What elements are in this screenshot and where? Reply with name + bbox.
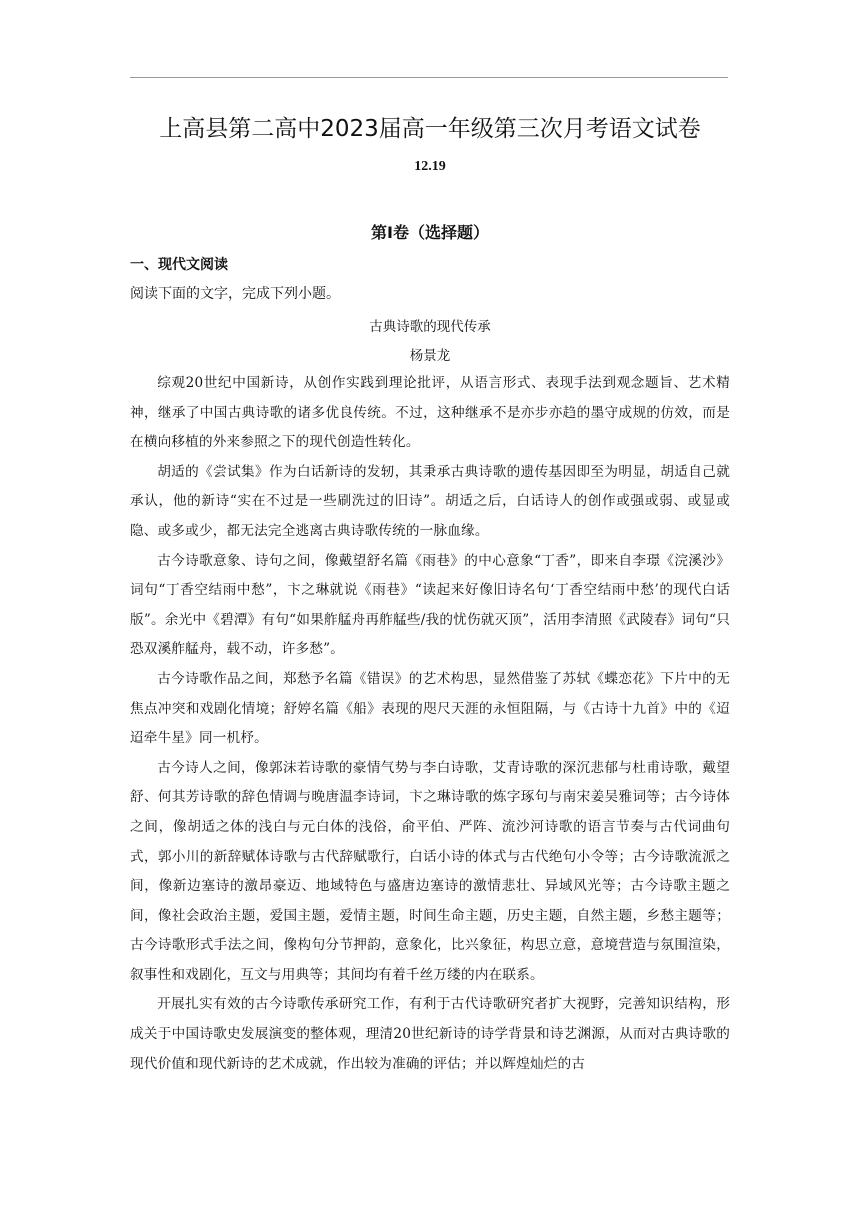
- article-title: 古典诗歌的现代传承: [369, 319, 491, 335]
- article-paragraph: 古今诗歌意象、诗句之间，像戴望舒名篇《雨巷》的中心意象“丁香”，即来自李璟《浣溪沙》词句“丁香空结雨中愁”，卞之琳就说《雨巷》“读起来好像旧诗名句‘丁香空结雨中愁’的现代白话版”。余光中《碧潭》有句“如果舴艋舟再舴艋些/我的忧伤就灭顶”，活用李清照《武陵春》词句“只恐双溪舴艋舟，载不动，许多愁”。: [130, 552, 730, 658]
- article-paragraph: 古今诗人之间，像郭沫若诗歌的豪情气势与李白诗歌，艾青诗歌的深沉悲郁与杜甫诗歌，戴望舒、何其芳诗歌的辞色情调与晚唐温李诗词，卞之琳诗歌的炼字琢句与南宋姜吴雅词等；古今诗体之间，像胡适之体的浅白与元白体的浅俗，俞平伯、严阵、流沙河诗歌的语言节奏与古代词曲句式，郭小川的新辞赋体诗歌与古代辞赋歌行，白话小诗的体式与古代绝句小令等；古今诗歌流派之间，像新边塞诗的激昂豪迈、地域特色与盛唐边塞诗的激情悲壮、异域风光等；古今诗歌主题之间，像社会政治主题，爱国主题，爱情主题，时间生命主题，历史主题，自然主题，乡愁主题等；古今诗歌形式手法之间，像构句分节押韵，意象化，比兴象征，构思立意，意境营造与氛围渲染，叙事性和戏剧化，互文与用典等；其间均有着千丝万缕的内在联系。: [130, 759, 730, 983]
- article-author: 杨景龙: [409, 348, 451, 364]
- article-paragraph: 胡适的《尝试集》作为白话新诗的发轫，其秉承古典诗歌的遗传基因即至为明显，胡适自己就承认，他的新诗“实在不过是一些刷洗过的旧诗”。胡适之后，白话诗人的创作或强或弱、或显或隐、或多或少，都无法完全逃离古典诗歌传统的一脉血缘。: [130, 463, 730, 539]
- exam-title: 上高县第二高中2023届高一年级第三次月考语文试卷: [159, 116, 701, 142]
- exam-date: 12.19: [414, 159, 446, 174]
- article-paragraph: 开展扎实有效的古今诗歌传承研究工作，有利于古代诗歌研究者扩大视野，完善知识结构，形成关于中国诗歌史发展演变的整体观，理清20世纪新诗的诗学背景和诗艺渊源，从而对古典诗歌的现代价值和现代新诗的艺术成就，作出较为准确的评估；并以辉煌灿烂的古: [130, 996, 730, 1072]
- reading-instruction: 阅读下面的文字，完成下列小题。: [130, 286, 340, 302]
- part-heading: 第Ⅰ卷（选择题）: [371, 223, 489, 242]
- article-paragraph: 综观20世纪中国新诗，从创作实践到理论批评，从语言形式、表现手法到观念题旨、艺术精神，继承了中国古典诗歌的诸多优良传统。不过，这种继承不是亦步亦趋的墨守成规的仿效，而是在横向移植的外来参照之下的现代创造性转化。: [130, 375, 730, 451]
- article-paragraph: 古今诗歌作品之间，郑愁予名篇《错误》的艺术构思，显然借鉴了苏轼《蝶恋花》下片中的无焦点冲突和戏剧化情境；舒婷名篇《船》表现的咫尺天涯的永恒阻隔，与《古诗十九首》中的《迢迢牵牛星》同一机杼。: [130, 670, 730, 747]
- article-body: [130, 369, 730, 1079]
- section-heading: 一、现代文阅读: [130, 257, 228, 273]
- header-rule: [130, 77, 728, 78]
